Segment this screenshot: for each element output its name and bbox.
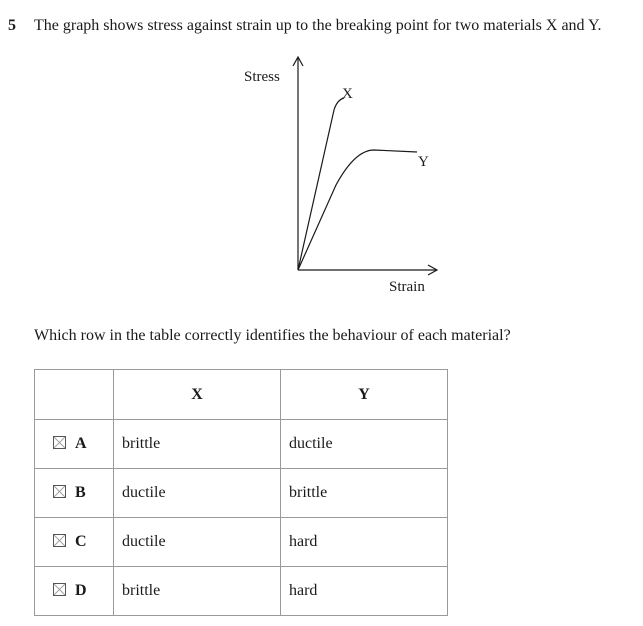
- y-axis-label: Stress: [244, 69, 280, 85]
- question-prompt: Which row in the table correctly identifies the behaviour of each material?: [34, 327, 511, 344]
- curve-y-label: Y: [418, 154, 429, 170]
- curve-x-label: X: [342, 86, 353, 102]
- question-number: 5: [8, 17, 16, 34]
- checkbox-icon[interactable]: [53, 436, 66, 449]
- cell-y: ductile: [281, 420, 448, 469]
- option-letter: B: [75, 484, 86, 501]
- cell-y: brittle: [281, 469, 448, 518]
- cell-y: hard: [281, 567, 448, 616]
- table-row: [35, 469, 448, 518]
- option-letter: D: [75, 582, 87, 599]
- answer-table: [34, 369, 448, 616]
- cell-x: ductile: [114, 469, 281, 518]
- checkbox-icon[interactable]: [53, 534, 66, 547]
- checkbox-icon[interactable]: [53, 583, 66, 596]
- option-letter: C: [75, 533, 87, 550]
- cell-x: brittle: [114, 420, 281, 469]
- table-row: [35, 420, 448, 469]
- option-d[interactable]: [35, 567, 114, 616]
- option-letter: A: [75, 435, 87, 452]
- header-y: Y: [281, 370, 448, 420]
- cell-x: ductile: [114, 518, 281, 567]
- cell-y: hard: [281, 518, 448, 567]
- stress-strain-graph: [0, 0, 643, 310]
- option-a[interactable]: [35, 420, 114, 469]
- curve-y: [298, 150, 417, 270]
- table-header-row: [35, 370, 448, 420]
- header-x: X: [114, 370, 281, 420]
- x-axis-label: Strain: [389, 279, 425, 295]
- checkbox-icon[interactable]: [53, 485, 66, 498]
- cell-x: brittle: [114, 567, 281, 616]
- table-row: [35, 518, 448, 567]
- option-b[interactable]: [35, 469, 114, 518]
- table-row: [35, 567, 448, 616]
- header-blank: [35, 370, 114, 420]
- option-c[interactable]: [35, 518, 114, 567]
- question-text: The graph shows stress against strain up to the breaking point for two materials X and Y.: [34, 17, 602, 34]
